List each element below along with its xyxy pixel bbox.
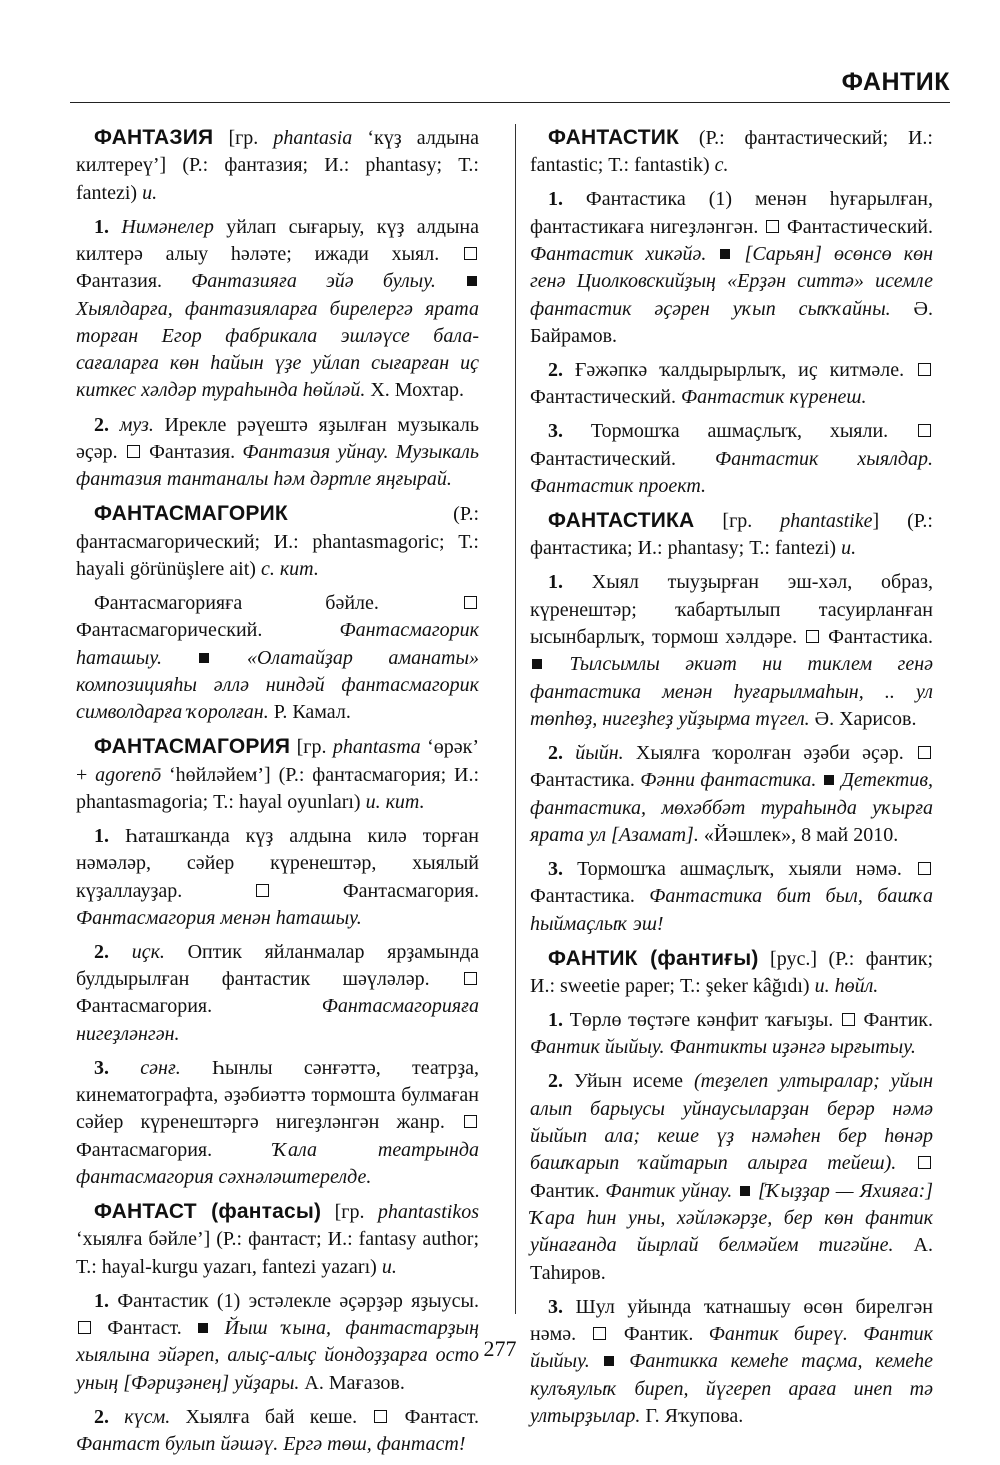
sense: 1. Төрлө төҫтәге кәнфит ҡағыҙы. Фантик. Фантик йыйыу. Фантикты иҙәнгә ырғытыу. bbox=[530, 1009, 933, 1059]
russian-equivalent-icon bbox=[918, 1156, 931, 1169]
part-of-speech: и. bbox=[381, 1255, 397, 1278]
citation-marker-icon bbox=[740, 1186, 750, 1196]
entry-fantastik: ФАНТАСТИК (Р.: фантастический; И.: fantastic; Т.: fantastik) с. bbox=[530, 126, 933, 177]
citation-marker-icon bbox=[720, 249, 730, 259]
sense: 2. Ғәжәпкә ҡалдырырлыҡ, иҫ китмәле. Фантастический. Фантастик күренеш. bbox=[530, 357, 933, 412]
headword: ФАНТАСТИК bbox=[548, 126, 680, 149]
part-of-speech: с. кит. bbox=[260, 557, 319, 580]
citation-marker-icon bbox=[824, 775, 834, 785]
sense: 2. Уйын исеме (теҙелеп ултыралар; уйын алып барыусы уйнаусыларҙан берәр нәмә йыйып ала; кеше үҙ нәмәһен бер һөнәр башҡарып ҡайтарып алырға тейеш). Фантик. Фантик уйнау. [Ҡыҙҙар — Яхияға:] Ҡара һин уны, хәйләкәрҙе, бер көн фантик уйнағанда йырлай белмәйем тигәйне. А. Таһиров. bbox=[530, 1070, 934, 1284]
russian-equivalent-icon bbox=[918, 363, 931, 376]
citation-marker-icon bbox=[532, 659, 542, 669]
sense: 2. күсм. Хыялға бай кеше. Фантаст. Фантаст булып йәшәү. Ергә төш, фантаст! bbox=[76, 1405, 480, 1456]
russian-equivalent-icon bbox=[918, 424, 931, 437]
headword: ФАНТАСТИКА bbox=[548, 509, 695, 533]
sense: 1. Хыял тыуҙырған эш-хәл, образ, күренештәр; ҡабартылып тасуирланған ысынбарлыҡ, тормош хәлдәре. Фантастика. Тылсымлы әкиәт ни тиклем генә фантастика менән һуғарылмаһын, .. ул төпһөҙ, нигеҙһеҙ уйҙырма түгел. Ә. Харисов. bbox=[530, 571, 934, 730]
russian-equivalent-icon bbox=[256, 884, 269, 897]
russian-equivalent-icon bbox=[918, 746, 931, 759]
sense: 1. Фантастика (1) менән һуғарылған, фантастикаға нигеҙләнгән. Фантастический. Фантастик хикәйә. [Сарьян] өсөнсө көн генә Циолковскийҙың «Ерҙән ситтә» исемле фантастик әҫәрен уҡып сыҡҡайны. Ә. Байрамов. bbox=[530, 188, 933, 347]
headword: ФАНТИК (фантиғы) bbox=[548, 946, 759, 970]
running-head: ФАНТИК bbox=[841, 68, 950, 96]
russian-equivalent-icon bbox=[766, 220, 779, 233]
entry-fantastika: ФАНТАСТИКА [гр. phantastike] (Р.: фантастика; И.: phantasy; Т.: fantezi) и. bbox=[530, 509, 933, 560]
russian-equivalent-icon bbox=[78, 1321, 91, 1334]
russian-equivalent-icon bbox=[374, 1410, 387, 1423]
citation-marker-icon bbox=[467, 276, 477, 286]
left-column bbox=[76, 124, 479, 1465]
part-of-speech: и. bbox=[142, 181, 158, 204]
russian-equivalent-icon bbox=[127, 445, 140, 458]
russian-equivalent-icon bbox=[464, 972, 477, 985]
russian-equivalent-icon bbox=[806, 630, 819, 643]
sense: 1. Нимәнелер уйлап сығарыу, күҙ алдына килтерә алыу һәләте; ижади хыял. Фантазия. Фантазияға эйә булыу. Хыялдарға, фантазияларға бирелергә ярата торған Егор фабрикала эшләүсе бала-сағаларға көн һайын үҙе уйлап сығарған иҫ киткес хәлдәр тураһында һөйләй. Х. Мохтар. bbox=[76, 215, 479, 402]
sense: 3. Тормошҡа ашмаҫлыҡ, хыяли. Фантастический. Фантастик хыялдар. Фантастик проект. bbox=[530, 420, 933, 497]
russian-equivalent-icon bbox=[842, 1013, 855, 1026]
part-of-speech: и. bbox=[841, 537, 857, 560]
sense: 1. Һаташҡанда күҙ алдына килә торған нәмәләр, сәйер күренештәр, хыялый күҙаллауҙар. Фантасмагория. Фантасмагория менән һаташыу. bbox=[76, 824, 479, 929]
page-header bbox=[70, 62, 950, 103]
sense: Фантасмагорияға бәйле. Фантасмагорический. Фантасмагорик һаташыу. «Олатайҙар аманаты» композицияһы әллә ниндәй фантасмагорик символдарға ҡоролған. Р. Камал. bbox=[76, 591, 480, 724]
page-number: 277 bbox=[483, 1336, 517, 1361]
entry-fantik: ФАНТИК (фантиғы) [рус.] (Р.: фантик; И.: sweetie paper; Т.: şeker kâğıdı) и. һөйл. bbox=[530, 946, 934, 997]
sense: 1. Фантастик (1) эстәлекле әҫәрҙәр яҙыусы. Фантаст. Йыш ҡына, фантастарҙың хыялына эйәреп, алыҫ-алыҫ йондоҙҙарға осто уның [Фәриҙәнең] уйҙары. А. Мағазов. bbox=[76, 1289, 480, 1394]
part-of-speech: с. bbox=[714, 154, 729, 177]
entry-fantasmagoriya: ФАНТАСМАГОРИЯ [гр. phantasma ‘өрәк’ + agorenō ‘һөйләйем’] (Р.: фантасмагория; И.: phantasmagoria; Т.: hayal oyunları) и. кит. bbox=[76, 735, 479, 813]
sense: 2. муз. Ирекле рәүештә яҙылған музыкаль әҫәр. Фантазия. Фантазия уйнау. Музыкаль фантазия тантаналы һәм дәртле яңғырай. bbox=[76, 413, 479, 491]
column-divider bbox=[515, 124, 516, 1314]
russian-equivalent-icon bbox=[464, 247, 477, 260]
russian-equivalent-icon bbox=[464, 1115, 477, 1128]
part-of-speech: и. һөйл. bbox=[814, 974, 879, 997]
sense: 2. иҫк. Оптик яйланмалар ярҙамында булдырылған фантастик шәүләләр. Фантасмагория. Фантасмагорияға нигеҙләнгән. bbox=[76, 940, 479, 1045]
sense: 3. Тормошҡа ашмаҫлыҡ, хыяли нәмә. Фантастика. Фантастика бит был, башҡа һыймаҫлыҡ эш! bbox=[530, 858, 933, 935]
entry-fantast: ФАНТАСТ (фантасы) [гр. phantastikos ‘хыялға бәйле’] (Р.: фантаст; И.: fantasy author; Т.: hayal-kurgu yazarı, fantezi yazarı) и. bbox=[76, 1200, 479, 1278]
right-column bbox=[530, 124, 933, 1437]
russian-equivalent-icon bbox=[918, 862, 931, 875]
headword: ФАНТАЗИЯ bbox=[94, 126, 214, 149]
entry-fantaziya: ФАНТАЗИЯ [гр. phantasia ‘күҙ алдына килтереү’] (Р.: фантазия; И.: phantasy; Т.: fantezi) и. bbox=[76, 126, 479, 204]
entry-fantasmagorik: ФАНТАСМАГОРИК (Р.: фантасмагорический; И.: phantasmagoric; Т.: hayali görünüşlere ait) с. кит. bbox=[76, 502, 479, 580]
sense: 3. Шул уйында ҡатнашыу өсөн бирелгән нәмә. Фантик. Фантик биреү. Фантик йыйыу. Фантикка кемеһе таҫма, кемеһе кулъяулыҡ биреп, йүгереп араға инеп тә ултырҙылар. Г. Яҡупова. bbox=[530, 1295, 934, 1427]
sense: 2. йыйн. Хыялға ҡоролған әҙәби әҫәр. Фантастика. Фәнни фантастика. Детектив, фантастика, мөхәббәт тураһында уҡырға ярата ул [Азамат]. «Йәшлек», 8 май 2010. bbox=[530, 742, 934, 846]
sense: 3. сәнғ. Һынлы сәнғәттә, театрҙа, кинематографта, әҙәбиәттә тормошта булмаған сәйер күренештәргә нигеҙләнгән жанр. Фантасмагория. Ҡала театрында фантасмагория сәхнәләштерелде. bbox=[76, 1056, 480, 1189]
citation-marker-icon bbox=[198, 1323, 208, 1333]
part-of-speech: и. кит. bbox=[365, 790, 425, 813]
headword: ФАНТАСМАГОРИК bbox=[94, 502, 288, 526]
russian-equivalent-icon bbox=[464, 596, 477, 609]
citation-marker-icon bbox=[199, 653, 209, 663]
headword: ФАНТАСМАГОРИЯ bbox=[94, 735, 291, 759]
headword: ФАНТАСТ (фантасы) bbox=[94, 1200, 322, 1224]
